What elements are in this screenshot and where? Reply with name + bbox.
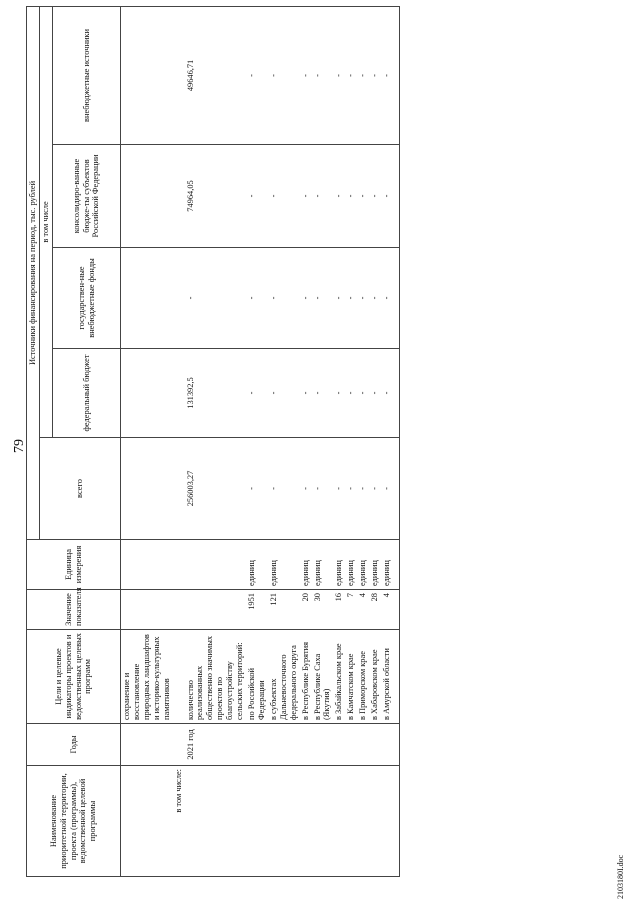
cell-funds: - <box>381 248 393 349</box>
header-unit: Единица измерения <box>27 540 121 590</box>
cell-extra: - <box>345 6 357 144</box>
header-years: Годы <box>27 724 121 766</box>
cell-goal: в субъектах Дальневосточного федерального округа <box>268 630 300 724</box>
cell-year <box>246 724 268 766</box>
cell-regional: 74964,05 <box>185 145 246 248</box>
cell-regional: - <box>381 145 393 248</box>
cell-name <box>369 766 381 877</box>
cell-federal: - <box>345 349 357 438</box>
header-regional: консолидиро-ванные бюдже-ты субъектов Российской Федерации <box>53 145 121 248</box>
cell-regional: - <box>300 145 312 248</box>
cell-total: - <box>345 438 357 540</box>
cell-regional: - <box>268 145 300 248</box>
cell-name <box>300 766 312 877</box>
cell-value: 121 <box>268 590 300 630</box>
cell-federal: 131392,5 <box>185 349 246 438</box>
cell-unit <box>185 540 246 590</box>
cell-year: 2021 год <box>185 724 246 766</box>
header-name: Наименование приоритетной территории, проекта (программы), ведомственной целевой программы <box>27 766 121 877</box>
cell-funds: - <box>357 248 369 349</box>
document-code: 2103180I.doc <box>616 854 625 899</box>
cell-federal: - <box>333 349 345 438</box>
cell-goal: в Забайкальском крае <box>333 630 345 724</box>
cell-federal: - <box>312 349 334 438</box>
cell-extra: - <box>369 6 381 144</box>
cell-federal: - <box>300 349 312 438</box>
cell-value: 20 <box>300 590 312 630</box>
cell-extra: - <box>246 6 268 144</box>
cell-federal: - <box>268 349 300 438</box>
cell-extra: - <box>312 6 334 144</box>
cell-goal: в Республике Саха (Якутия) <box>312 630 334 724</box>
cell-regional: - <box>312 145 334 248</box>
cell-name <box>246 766 268 877</box>
cell-goal: по Российской Федерации <box>246 630 268 724</box>
cell-value: 4 <box>357 590 369 630</box>
cell-name <box>381 766 393 877</box>
cell-unit: единиц <box>268 540 300 590</box>
cell-regional: - <box>345 145 357 248</box>
cell-extra: - <box>333 6 345 144</box>
cell-regional: - <box>333 145 345 248</box>
header-incl: в том числе <box>40 6 53 437</box>
cell-federal: - <box>246 349 268 438</box>
cell-name <box>268 766 300 877</box>
cell-value: 7 <box>345 590 357 630</box>
cell-funds: - <box>246 248 268 349</box>
cell-name <box>312 766 334 877</box>
cell-year <box>312 724 334 766</box>
cell-extra: - <box>357 6 369 144</box>
cell-federal: - <box>381 349 393 438</box>
cell-total: - <box>369 438 381 540</box>
cell-name <box>333 766 345 877</box>
header-goals: Цели и целевые индикаторы проектов и ведомственных целевых программ <box>27 630 121 724</box>
header-sources: Источники финансирования на период, тыс. рублей <box>27 6 40 539</box>
cell-value: 1951 <box>246 590 268 630</box>
table-row <box>357 6 369 876</box>
cell-federal: - <box>369 349 381 438</box>
cell-unit: единиц <box>357 540 369 590</box>
table-row <box>333 6 345 876</box>
cell-extra: - <box>268 6 300 144</box>
cell-goal: в Хабаровском крае <box>369 630 381 724</box>
header-value: Значение показателя <box>27 590 121 630</box>
intro-row <box>121 6 173 876</box>
cell-regional: - <box>369 145 381 248</box>
table-row <box>268 6 300 876</box>
cell-goal: количество реализованных общественно значимых проектов по благоустройству сельских территорий: <box>185 630 246 724</box>
cell-funds: - <box>369 248 381 349</box>
table-row <box>345 6 357 876</box>
cell-funds: - <box>333 248 345 349</box>
incl-label: в том числе: <box>173 766 185 877</box>
cell-federal: - <box>357 349 369 438</box>
cell-funds: - <box>185 248 246 349</box>
cell-funds: - <box>345 248 357 349</box>
table-row <box>185 6 246 876</box>
cell-year <box>357 724 369 766</box>
cell-value: 16 <box>333 590 345 630</box>
cell-extra: - <box>300 6 312 144</box>
cell-year <box>333 724 345 766</box>
cell-name <box>185 766 246 877</box>
cell-value: 30 <box>312 590 334 630</box>
intro-text: сохранение и восстановление природных ландшафтов и историко-культурных памятников <box>121 630 173 724</box>
cell-value: 28 <box>369 590 381 630</box>
bottom-border-row <box>393 6 400 876</box>
table-row <box>246 6 268 876</box>
table-row <box>381 6 393 876</box>
cell-unit: единиц <box>246 540 268 590</box>
cell-goal: в Приморском крае <box>357 630 369 724</box>
cell-total: 256003,27 <box>185 438 246 540</box>
cell-total: - <box>333 438 345 540</box>
cell-funds: - <box>312 248 334 349</box>
cell-total: - <box>312 438 334 540</box>
cell-goal: в Амурской области <box>381 630 393 724</box>
cell-year <box>381 724 393 766</box>
cell-unit: единиц <box>345 540 357 590</box>
cell-goal: в Камчатском крае <box>345 630 357 724</box>
header-total: всего <box>40 438 121 540</box>
cell-unit: единиц <box>369 540 381 590</box>
cell-value <box>185 590 246 630</box>
page-number: 79 <box>12 439 27 453</box>
cell-goal: в Республике Бурятия <box>300 630 312 724</box>
cell-unit: единиц <box>333 540 345 590</box>
cell-extra: 49646,71 <box>185 6 246 144</box>
table-body <box>185 6 394 876</box>
header-offbudget-funds: государствен-ные внебюджетные фонды <box>53 248 121 349</box>
cell-total: - <box>300 438 312 540</box>
cell-funds: - <box>268 248 300 349</box>
header-extra: внебюджетные источники <box>53 6 121 144</box>
cell-year <box>369 724 381 766</box>
cell-total: - <box>268 438 300 540</box>
cell-total: - <box>381 438 393 540</box>
cell-extra: - <box>381 6 393 144</box>
table-row <box>300 6 312 876</box>
cell-unit: единиц <box>300 540 312 590</box>
cell-year <box>345 724 357 766</box>
header-federal: федеральный бюджет <box>53 349 121 438</box>
table-row <box>312 6 334 876</box>
cell-funds: - <box>300 248 312 349</box>
cell-total: - <box>357 438 369 540</box>
cell-name <box>357 766 369 877</box>
cell-regional: - <box>246 145 268 248</box>
cell-total: - <box>246 438 268 540</box>
cell-unit: единиц <box>381 540 393 590</box>
incl-row <box>173 6 185 876</box>
cell-unit: единиц <box>312 540 334 590</box>
header-row-1 <box>27 6 40 876</box>
financing-table <box>26 6 400 877</box>
cell-value: 4 <box>381 590 393 630</box>
cell-year <box>268 724 300 766</box>
cell-year <box>300 724 312 766</box>
table-row <box>369 6 381 876</box>
cell-name <box>345 766 357 877</box>
cell-regional: - <box>357 145 369 248</box>
